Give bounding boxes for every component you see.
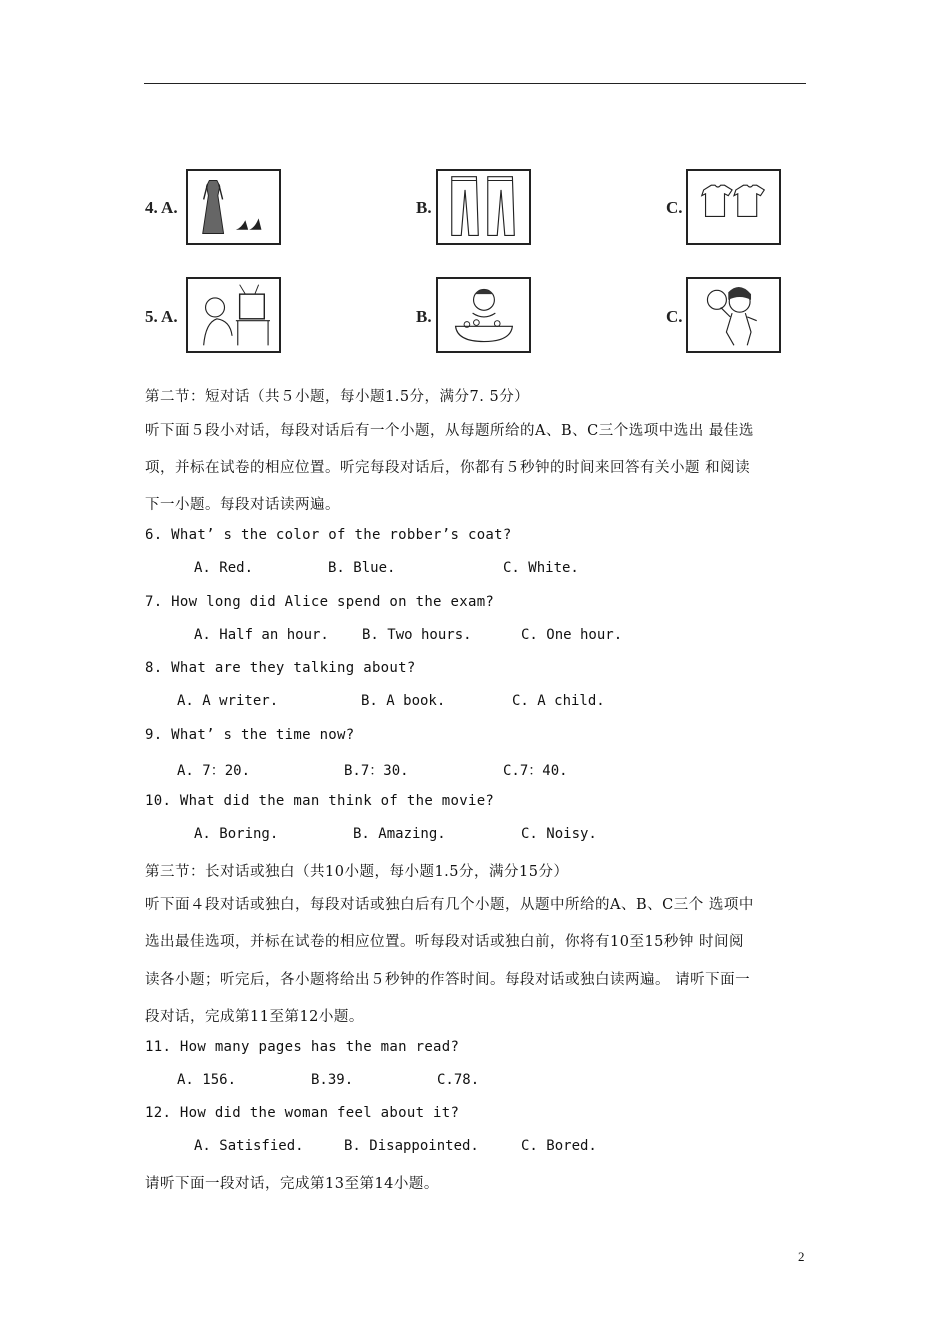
q12-option-b: B. Disappointed. xyxy=(344,1138,479,1154)
q5-label: 5. A. xyxy=(145,307,178,326)
q12-option-c: C. Bored. xyxy=(521,1138,597,1154)
section3-instruction-line: 读各小题；听完后，各小题将给出５秒钟的作答时间。每段对话或独白读两遍。 请听下面一 xyxy=(145,972,751,988)
q4-option-c-label: C. xyxy=(666,198,683,217)
q11-option-a: A. 156. xyxy=(177,1072,237,1088)
question-10: 10. What did the man think of the movie? xyxy=(145,793,495,809)
q9-option-b: B.7：30. xyxy=(344,763,409,779)
question-12: 12. How did the woman feel about it? xyxy=(145,1105,460,1121)
section3-instruction-line: 听下面４段对话或独白，每段对话或独白后有几个小题，从题中所给的A、B、C三个 选项中 xyxy=(145,897,754,913)
q4-option-c-tshirts-image xyxy=(686,169,781,245)
header-rule xyxy=(144,83,806,84)
q6-option-a: A. Red. xyxy=(194,560,254,576)
q7-option-a: A. Half an hour. xyxy=(194,627,329,643)
section2-instruction-line: 下一小题。每段对话读两遍。 xyxy=(145,497,340,513)
q8-option-a: A. A writer. xyxy=(177,693,279,709)
q6-option-c: C. White. xyxy=(503,560,579,576)
section2-instruction-line: 项，并标在试卷的相应位置。听完每段对话后，你都有５秒钟的时间来回答有关小题 和阅读 xyxy=(145,460,751,476)
q11-option-c: C.78. xyxy=(437,1072,480,1088)
q8-option-b: B. A book. xyxy=(361,693,446,709)
page-number: 2 xyxy=(798,1249,805,1264)
q7-option-c: C. One hour. xyxy=(521,627,623,643)
q9-option-c: C.7：40. xyxy=(503,763,568,779)
q4-option-b-label: B. xyxy=(416,198,432,217)
question-7: 7. How long did Alice spend on the exam? xyxy=(145,594,495,610)
section3-footer-instruction: 请听下面一段对话，完成第13至第14小题。 xyxy=(145,1176,439,1192)
section2-instruction-line: 听下面５段小对话，每段对话后有一个小题，从每题所给的A、B、C三个选项中选出 最佳选 xyxy=(145,423,754,439)
q12-option-a: A. Satisfied. xyxy=(194,1138,304,1154)
q5-option-a-tv-image xyxy=(186,277,281,353)
q5-option-b-washing-image xyxy=(436,277,531,353)
q10-option-c: C. Noisy. xyxy=(521,826,597,842)
q5-option-c-ball-image xyxy=(686,277,781,353)
section3-title: 第三节：长对话或独白（共10小题，每小题1.5分，满分15分） xyxy=(145,864,569,880)
section3-instruction-line: 段对话，完成第11至第12小题。 xyxy=(145,1009,364,1025)
q4-label: 4. A. xyxy=(145,198,178,217)
section3-instruction-line: 选出最佳选项，并标在试卷的相应位置。听每段对话或独白前，你将有10至15秒钟 时间阅 xyxy=(145,934,745,950)
q6-option-b: B. Blue. xyxy=(328,560,396,576)
q7-option-b: B. Two hours. xyxy=(362,627,472,643)
q4-option-a-dress-image xyxy=(186,169,281,245)
q8-option-c: C. A child. xyxy=(512,693,605,709)
q4-option-b-trousers-image xyxy=(436,169,531,245)
question-11: 11. How many pages has the man read? xyxy=(145,1039,460,1055)
q5-option-b-label: B. xyxy=(416,307,432,326)
section2-title: 第二节：短对话（共５小题，每小题1.5分，满分7. 5分） xyxy=(145,389,530,405)
q10-option-b: B. Amazing. xyxy=(353,826,446,842)
question-9: 9. What’ s the time now? xyxy=(145,727,355,743)
question-8: 8. What are they talking about? xyxy=(145,660,416,676)
q11-option-b: B.39. xyxy=(311,1072,354,1088)
q9-option-a: A. 7：20. xyxy=(177,763,251,779)
q10-option-a: A. Boring. xyxy=(194,826,279,842)
q5-option-c-label: C. xyxy=(666,307,683,326)
question-6: 6. What’ s the color of the robber’s coat? xyxy=(145,527,512,543)
